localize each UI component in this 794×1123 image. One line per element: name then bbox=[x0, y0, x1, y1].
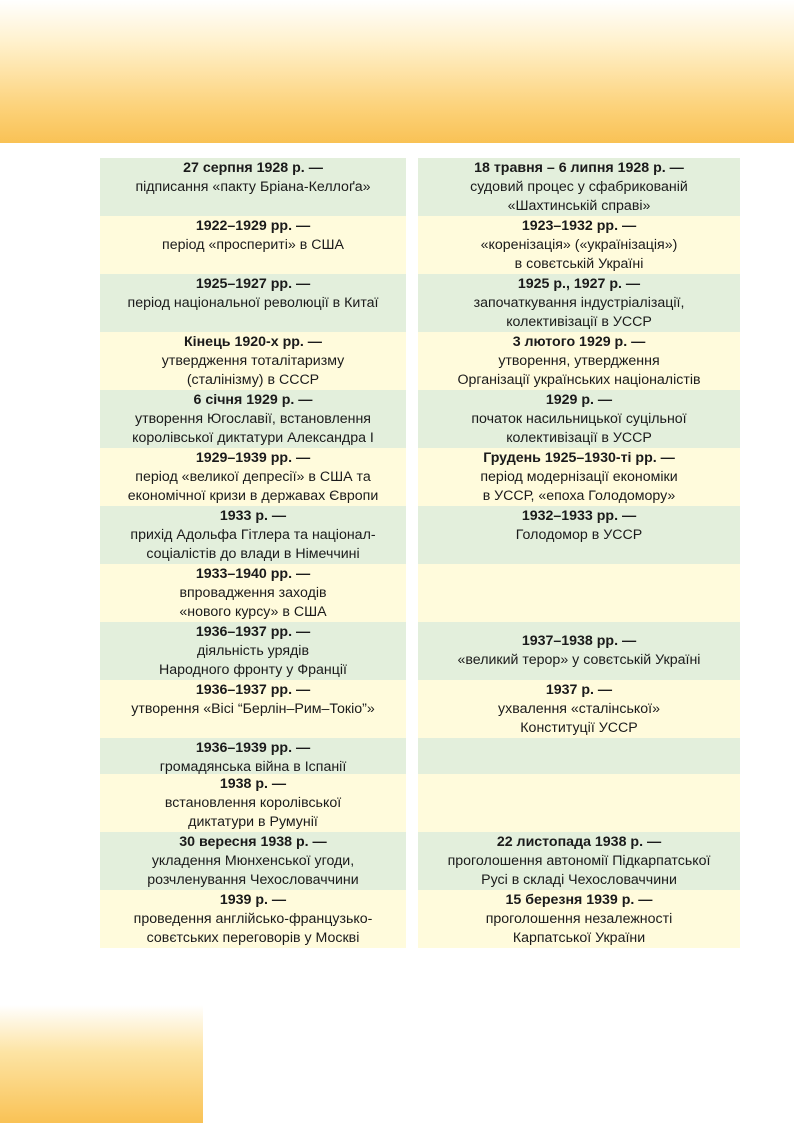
event-description: «коренізація» («українізація») в совєтській Україні bbox=[480, 237, 678, 272]
timeline-row bbox=[100, 506, 740, 564]
ukraine-event-cell bbox=[418, 890, 740, 948]
empty-cell bbox=[418, 738, 740, 774]
event-date: 1922–1929 рр. — bbox=[195, 218, 311, 234]
event-date: 27 серпня 1928 р. — bbox=[183, 160, 323, 176]
timeline-row bbox=[100, 774, 740, 832]
header-decoration bbox=[0, 0, 794, 143]
event-date: 1937 р. — bbox=[545, 682, 613, 698]
timeline-row bbox=[100, 390, 740, 448]
ukraine-event-cell bbox=[418, 332, 740, 390]
event-description: період «просперитi» в США bbox=[162, 237, 344, 253]
event-description: Голодомор в УССР bbox=[515, 527, 643, 543]
world-event-cell bbox=[100, 332, 406, 390]
event-description: початок насильницької суцільної колективізації в УССР bbox=[471, 411, 687, 446]
timeline-row bbox=[100, 274, 740, 332]
ukraine-event-cell bbox=[418, 448, 740, 506]
timeline-row bbox=[100, 832, 740, 890]
event-description: утворення Югославії, встановлення королівської диктатури Александра І bbox=[132, 411, 374, 446]
ukraine-event-cell bbox=[418, 832, 740, 890]
timeline-row bbox=[100, 738, 740, 774]
timeline-row bbox=[100, 448, 740, 506]
world-event-cell bbox=[100, 622, 406, 680]
timeline-row bbox=[100, 216, 740, 274]
event-date: Кінець 1920-х рр. — bbox=[184, 334, 322, 350]
world-event-cell bbox=[100, 564, 406, 622]
event-date: 6 січня 1929 р. — bbox=[193, 392, 313, 408]
world-event-cell bbox=[100, 738, 406, 774]
timeline-row bbox=[100, 158, 740, 216]
event-description: ухвалення «сталінської» Конституції УССР bbox=[498, 701, 660, 736]
world-event-cell bbox=[100, 774, 406, 832]
world-event-cell bbox=[100, 216, 406, 274]
event-description: укладення Мюнхенської угоди, розчленування Чехословаччини bbox=[147, 853, 359, 888]
event-description: період «великої депресії» в США та економічної кризи в державах Європи bbox=[127, 469, 379, 504]
event-description: проведення англійсько-французько- совєтських переговорів у Москві bbox=[133, 911, 373, 946]
event-date: 22 листопада 1938 р. — bbox=[496, 834, 662, 850]
event-date: 15 березня 1939 р. — bbox=[505, 892, 653, 908]
event-date: 1932–1933 рр. — bbox=[521, 508, 637, 524]
timeline-table bbox=[100, 158, 740, 948]
event-description: судовий процес у сфабрикованій «Шахтинській справі» bbox=[470, 179, 688, 214]
ukraine-event-cell bbox=[418, 680, 740, 738]
timeline-row bbox=[100, 332, 740, 390]
event-description: громадянська війна в Іспанії bbox=[159, 759, 347, 774]
world-event-cell bbox=[100, 448, 406, 506]
event-date: 1933–1940 рр. — bbox=[195, 566, 311, 582]
event-date: 1938 р. — bbox=[219, 776, 287, 792]
ukraine-event-cell bbox=[418, 506, 740, 564]
ukraine-event-cell bbox=[418, 390, 740, 448]
event-date: 1929–1939 рр. — bbox=[195, 450, 311, 466]
event-description: період модернізації економіки в УССР, «епоха Голодомору» bbox=[480, 469, 678, 504]
event-description: діяльність урядів Народного фронту у Франції bbox=[159, 643, 347, 678]
event-date: 1937–1938 рр. — bbox=[521, 633, 637, 649]
footer-decoration bbox=[0, 1005, 203, 1123]
world-event-cell bbox=[100, 274, 406, 332]
world-event-cell bbox=[100, 832, 406, 890]
event-date: 1936–1939 рр. — bbox=[195, 740, 311, 756]
timeline-row bbox=[100, 680, 740, 738]
ukraine-event-cell bbox=[418, 216, 740, 274]
event-description: впровадження заходів «нового курсу» в США bbox=[179, 585, 327, 620]
event-description: встановлення королівської диктатури в Румунії bbox=[164, 795, 342, 830]
world-event-cell bbox=[100, 506, 406, 564]
timeline-row bbox=[100, 564, 740, 622]
timeline-row bbox=[100, 622, 740, 680]
event-date: 3 лютого 1929 р. — bbox=[512, 334, 646, 350]
event-description: утворення, утвердження Організації українських націоналістів bbox=[457, 353, 701, 388]
event-description: прихід Адольфа Гітлера та націонал- соціалістів до влади в Німеччині bbox=[130, 527, 376, 562]
event-date: 1933 р. — bbox=[219, 508, 287, 524]
timeline-row bbox=[100, 890, 740, 948]
event-date: Грудень 1925–1930-ті рр. — bbox=[483, 450, 675, 466]
event-description: утвердження тоталітаризму (сталінізму) в СССР bbox=[161, 353, 345, 388]
event-description: «великий терор» у совєтській Україні bbox=[457, 652, 701, 668]
event-date: 1929 р. — bbox=[545, 392, 613, 408]
event-date: 18 травня – 6 липня 1928 р. — bbox=[474, 160, 684, 176]
event-date: 1939 р. — bbox=[219, 892, 287, 908]
event-date: 1936–1937 рр. — bbox=[195, 682, 311, 698]
empty-cell bbox=[418, 774, 740, 832]
event-description: підписання «пакту Бріана-Келлоґа» bbox=[135, 179, 371, 195]
empty-cell bbox=[418, 564, 740, 622]
event-date: 1923–1932 рр. — bbox=[521, 218, 637, 234]
event-description: започаткування індустріалізації, колективізації в УССР bbox=[473, 295, 685, 330]
event-description: утворення «Вісі “Берлін–Рим–Токіо”» bbox=[131, 701, 375, 717]
event-date: 1925–1927 рр. — bbox=[195, 276, 311, 292]
world-event-cell bbox=[100, 158, 406, 216]
world-event-cell bbox=[100, 390, 406, 448]
event-description: період національної революції в Китаї bbox=[127, 295, 379, 311]
event-date: 30 вересня 1938 р. — bbox=[179, 834, 327, 850]
world-event-cell bbox=[100, 890, 406, 948]
world-event-cell bbox=[100, 680, 406, 738]
ukraine-event-cell bbox=[418, 274, 740, 332]
ukraine-event-cell bbox=[418, 622, 740, 680]
ukraine-event-cell bbox=[418, 158, 740, 216]
event-date: 1936–1937 рр. — bbox=[195, 624, 311, 640]
event-description: проголошення незалежності Карпатської України bbox=[485, 911, 673, 946]
event-date: 1925 р., 1927 р. — bbox=[517, 276, 641, 292]
event-description: проголошення автономії Підкарпатської Русі в складі Чехословаччини bbox=[447, 853, 711, 888]
